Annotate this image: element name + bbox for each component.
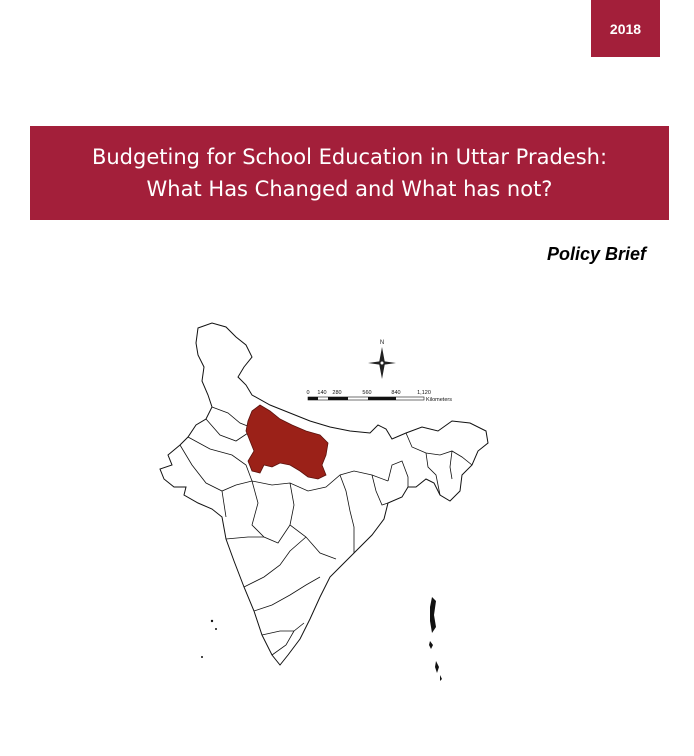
scale-tick-label: 840 bbox=[391, 390, 401, 396]
document-type-label: Policy Brief bbox=[546, 244, 646, 264]
scale-tick-label: 1,120 bbox=[417, 390, 431, 396]
north-label: N bbox=[379, 340, 385, 346]
scale-tick-label: 280 bbox=[332, 390, 342, 396]
year-badge bbox=[591, 0, 660, 57]
title-banner bbox=[30, 126, 669, 220]
title-line-2: What Has Changed and What has not? bbox=[146, 177, 553, 201]
india-map bbox=[140, 315, 500, 695]
title-line-1: Budgeting for School Education in Uttar Pradesh: bbox=[91, 145, 608, 169]
lakshadweep-islands bbox=[201, 620, 217, 658]
scale-bar bbox=[308, 397, 424, 400]
year-label: 2018 bbox=[609, 20, 642, 37]
scale-tick-label: 0 bbox=[306, 390, 310, 396]
north-arrow-icon bbox=[368, 347, 396, 379]
scale-unit-label: Kilometers bbox=[426, 397, 452, 403]
andaman-islands bbox=[429, 597, 442, 681]
scale-tick-label: 140 bbox=[317, 390, 327, 396]
scale-tick-label: 560 bbox=[362, 390, 372, 396]
india-outline bbox=[160, 323, 488, 665]
